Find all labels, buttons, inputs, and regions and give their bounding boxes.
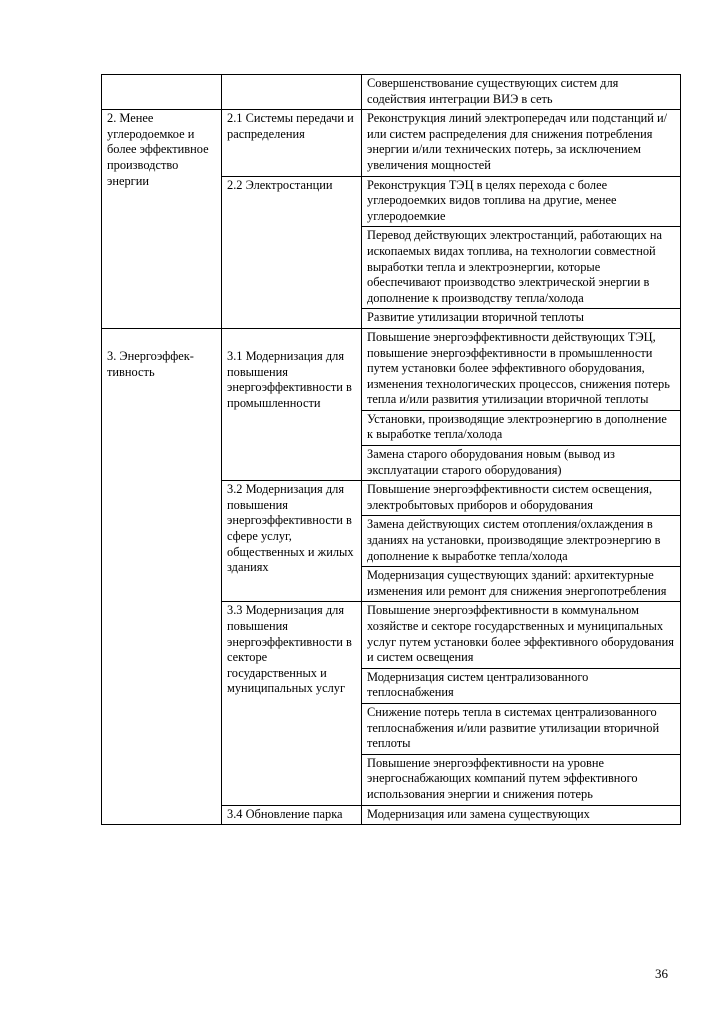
table-cell-subcategory: 3.4 Обновление парка [222,805,362,825]
table-cell-measure: Повышение энергоэффективности в коммунальном хозяйстве и секторе государственных и муниципальных услуг путем установки более эффективного оборудования и систем освещения [362,602,681,668]
page-number: 36 [655,966,668,981]
table-cell-measure: Повышение энергоэффективности систем освещения, электробытовых приборов и оборудования [362,481,681,516]
table-cell-measure: Совершенствование существующих систем для содействия интеграции ВИЭ в сеть [362,75,681,110]
table-cell-category [102,75,222,110]
table-cell-category: 2. Менее углеродоемкое и более эффективное производство энергии [102,110,222,329]
table-row [102,110,681,176]
table-cell-subcategory: 3.2 Модернизация для повышения энергоэффективности в сфере услуг, общественных и жилых зданиях [222,481,362,602]
table-cell-subcategory: 2.1 Системы передачи и распределения [222,110,362,176]
table-cell-measure: Реконструкция ТЭЦ в целях перехода с более углеродоемких видов топлива на другие, менее углеродоемкие [362,176,681,227]
table-cell-category: 3. Энергоэффек-тивность [102,328,222,824]
table-cell-measure: Перевод действующих электростанций, работающих на ископаемых видах топлива, на технологии совместной выработки тепла и электроэнергии, которые обеспечивают производство электрической энергии в дополнение к производству тепла/холода [362,227,681,309]
table-cell-measure: Снижение потерь тепла в системах централизованного теплоснабжения и/или развитие утилизации вторичной теплоты [362,703,681,754]
table-cell-measure: Замена действующих систем отопления/охлаждения в зданиях на установки, производящие электроэнергию в дополнение к выработке тепла/холода [362,516,681,567]
table-cell-measure: Модернизация систем централизованного теплоснабжения [362,668,681,703]
table-cell-measure: Развитие утилизации вторичной теплоты [362,309,681,329]
table-cell-measure: Повышение энергоэффективности действующих ТЭЦ, повышение энергоэффективности в промышленности путем установки более эффективного оборудования, изменения технологических процессов, снижения потерь тепла и/или развития утилизации вторичной теплоты [362,328,681,410]
table-cell-subcategory [222,75,362,110]
table-cell-measure: Установки, производящие электроэнергию в дополнение к выработке тепла/холода [362,410,681,445]
table-cell-measure: Повышение энергоэффективности на уровне энергоснабжающих компаний путем эффективного использования энергии и снижения потерь [362,754,681,805]
measures-table [101,74,681,825]
table-row [102,75,681,110]
table-cell-subcategory: 2.2 Электростанции [222,176,362,328]
table-cell-subcategory: 3.1 Модернизация для повышения энергоэффективности в промышленности [222,328,362,480]
table-cell-measure: Модернизация или замена существующих [362,805,681,825]
table-cell-measure: Замена старого оборудования новым (вывод из эксплуатации старого оборудования) [362,446,681,481]
table-cell-subcategory: 3.3 Модернизация для повышения энергоэффективности в секторе государственных и муниципальных услуг [222,602,362,805]
table-cell-measure: Модернизация существующих зданий: архитектурные изменения или ремонт для снижения энергопотребления [362,567,681,602]
table-row [102,328,681,410]
table-cell-measure: Реконструкция линий электропередач или подстанций и/или систем распределения для снижения потребления энергии и/или технических потерь, за исключением увеличения мощностей [362,110,681,176]
